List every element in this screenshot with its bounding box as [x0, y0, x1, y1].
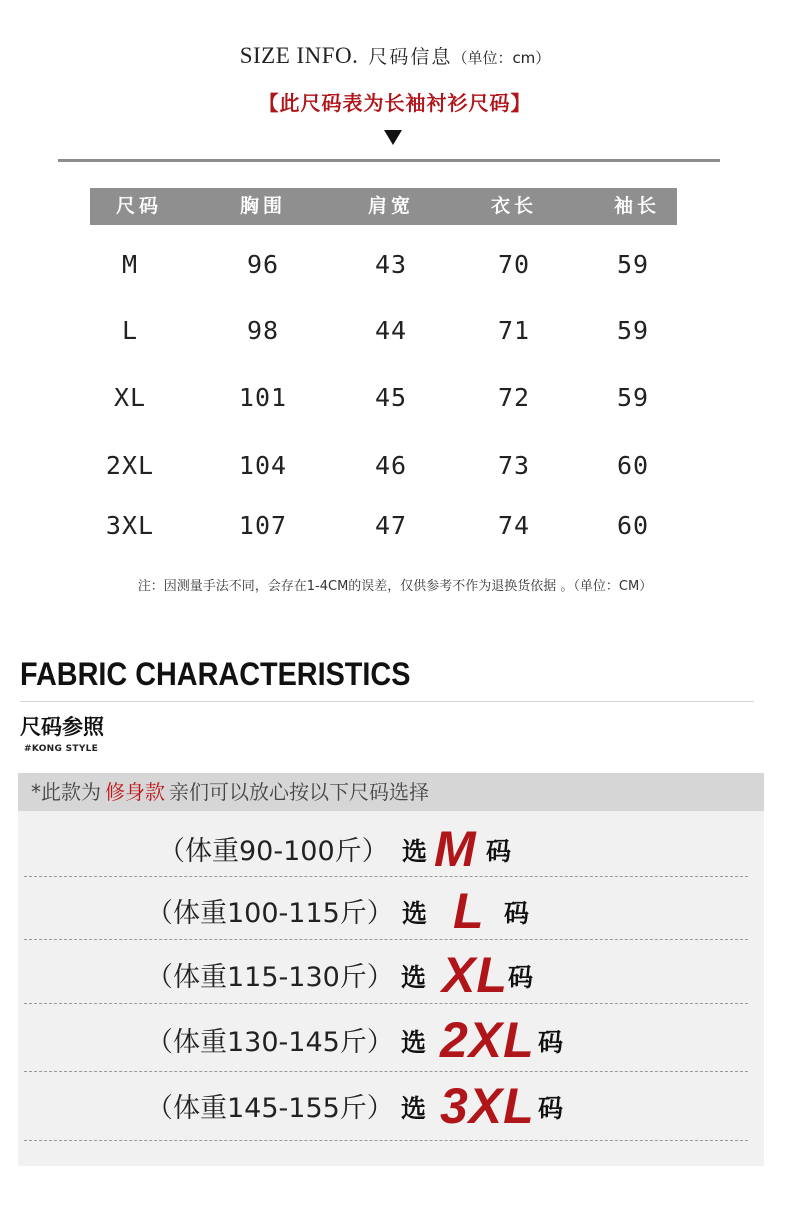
weight-range: （体重130-145斤）	[146, 1027, 394, 1058]
cell-shoulder: 46	[374, 451, 408, 480]
table-row	[0, 511, 790, 551]
table-subtitle: 【此尺码表为长袖衬衫尺码】	[258, 91, 532, 115]
weight-guide-row	[0, 876, 790, 939]
col-header-shoulder: 肩宽	[367, 195, 414, 217]
cell-shoulder: 47	[374, 511, 408, 540]
pick-label: 选	[402, 899, 428, 928]
pick-label: 选	[401, 1028, 427, 1057]
weight-guide-row	[0, 1005, 790, 1068]
recommended-size: M	[434, 821, 477, 877]
size-suffix: 码	[504, 899, 530, 928]
cell-sleeve: 59	[616, 316, 650, 345]
weight-range: （体重145-155斤）	[146, 1093, 394, 1124]
table-row	[0, 250, 790, 290]
fit-tip-text	[31, 773, 429, 811]
cell-chest: 104	[238, 451, 288, 480]
recommended-size: L	[453, 883, 485, 939]
size-info-title	[0, 42, 790, 69]
down-arrow-icon	[384, 130, 402, 145]
cell-chest: 96	[246, 250, 280, 279]
cell-size: L	[121, 316, 139, 345]
recommended-size: XL	[442, 947, 508, 1003]
row-divider	[24, 1003, 748, 1004]
size-table-header	[90, 188, 677, 225]
weight-range: （体重100-115斤）	[146, 898, 394, 929]
table-row	[0, 451, 790, 491]
weight-guide-row	[0, 1071, 790, 1134]
header-divider	[58, 159, 720, 162]
measurement-note: 注：因测量手法不同，会存在1-4CM的误差，仅供参考不作为退换货依据 。（单位：CM）	[137, 579, 653, 594]
brand-tag: #KONG STYLE	[24, 744, 99, 754]
cell-sleeve: 59	[616, 383, 650, 412]
size-suffix: 码	[538, 1028, 564, 1057]
fabric-divider	[20, 701, 754, 702]
title-cn: 尺码信息	[368, 46, 453, 68]
cell-chest: 98	[246, 316, 280, 345]
cell-length: 72	[497, 383, 531, 412]
table-row	[0, 383, 790, 423]
fit-tip-highlight: 修身款	[105, 780, 165, 804]
cell-size: 2XL	[105, 451, 155, 480]
cell-sleeve: 60	[616, 451, 650, 480]
size-reference-title: 尺码参照	[20, 715, 104, 739]
fit-tip-prefix: *此款为	[31, 780, 101, 804]
cell-shoulder: 44	[374, 316, 408, 345]
cell-length: 70	[497, 250, 531, 279]
weight-guide-row	[0, 940, 790, 1003]
cell-size: XL	[113, 383, 147, 412]
cell-length: 73	[497, 451, 531, 480]
cell-size: M	[121, 250, 139, 279]
row-divider	[24, 1140, 748, 1141]
size-suffix: 码	[508, 963, 534, 992]
recommended-size: 2XL	[440, 1012, 535, 1068]
cell-sleeve: 60	[616, 511, 650, 540]
fit-tip-bar	[18, 773, 764, 811]
cell-chest: 107	[238, 511, 288, 540]
col-header-chest: 胸围	[239, 195, 286, 217]
cell-length: 71	[497, 316, 531, 345]
col-header-size: 尺码	[115, 195, 162, 217]
col-header-sleeve: 袖长	[613, 195, 660, 217]
cell-shoulder: 43	[374, 250, 408, 279]
fabric-title: FABRIC CHARACTERISTICS	[20, 656, 411, 692]
weight-guide-row	[0, 814, 790, 877]
weight-range: （体重90-100斤）	[158, 836, 389, 867]
cell-length: 74	[497, 511, 531, 540]
table-row	[0, 316, 790, 356]
size-suffix: 码	[538, 1094, 564, 1123]
title-unit: （单位：cm）	[452, 49, 551, 67]
weight-range: （体重115-130斤）	[146, 962, 394, 993]
pick-label: 选	[401, 963, 427, 992]
cell-size: 3XL	[105, 511, 155, 540]
title-en: SIZE INFO.	[239, 43, 359, 68]
cell-sleeve: 59	[616, 250, 650, 279]
cell-chest: 101	[238, 383, 288, 412]
size-suffix: 码	[486, 837, 512, 866]
cell-shoulder: 45	[374, 383, 408, 412]
recommended-size: 3XL	[440, 1078, 535, 1134]
pick-label: 选	[402, 837, 428, 866]
fit-tip-suffix: 亲们可以放心按以下尺码选择	[169, 780, 429, 804]
pick-label: 选	[401, 1094, 427, 1123]
col-header-length: 衣长	[490, 195, 537, 217]
